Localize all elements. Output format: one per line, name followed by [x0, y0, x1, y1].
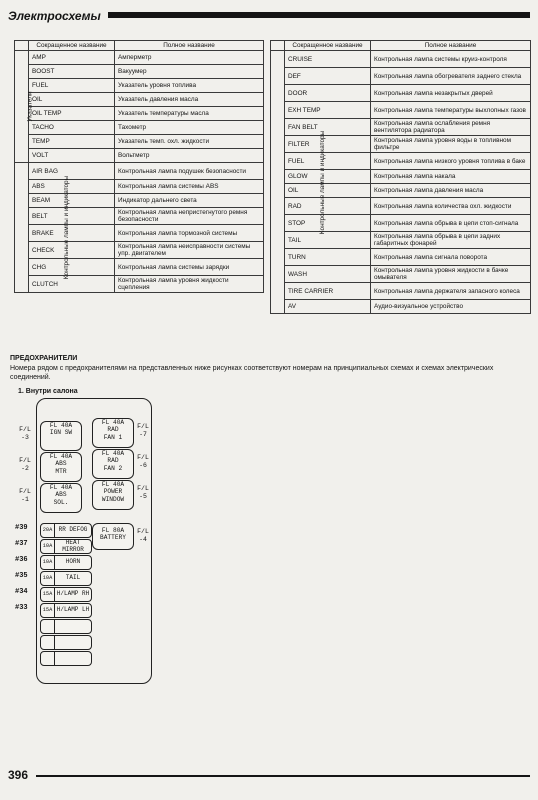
fuse-label	[55, 620, 91, 633]
small-fuse	[40, 587, 92, 602]
fuse-text: FL 80A	[101, 527, 125, 534]
left-col-abbr-header: Сокращенное название	[29, 41, 115, 51]
table-row	[15, 107, 264, 121]
full-name-cell: Контрольная лампа уровня жидкости сцепления	[115, 276, 264, 293]
table-row	[271, 102, 531, 119]
fuse-text: FL 40A	[101, 419, 125, 426]
fuse-label: HEAT MIRROR	[62, 539, 84, 553]
full-name-cell: Контрольная лампа ослабления ремня вентилятора радиатора	[371, 119, 531, 136]
full-name-cell: Контрольная лампа давления масла	[371, 184, 531, 198]
group-label: Указатели	[26, 91, 34, 122]
fuse-text: RAD	[107, 457, 119, 465]
abbr-cell: CRUISE	[285, 51, 371, 68]
table-row	[15, 276, 264, 293]
fuse-label	[55, 652, 91, 665]
fusible-link	[40, 483, 82, 513]
abbr-cell: ABS	[29, 180, 115, 194]
fl-text: F/L	[137, 423, 149, 430]
fuse-text: ABS	[55, 491, 67, 499]
fuse-number: #39	[15, 524, 28, 532]
fuse-text: FL 40A	[49, 484, 73, 491]
table-row	[271, 184, 531, 198]
fusible-link	[92, 418, 134, 448]
abbr-cell: TIRE CARRIER	[285, 283, 371, 300]
fuses-section-body: Номера рядом с предохранителями на представленных ниже рисунках соответствуют номерам на принципиальных схемах и схемах электрических соединений.	[10, 365, 494, 381]
small-fuse	[40, 539, 92, 554]
abbr-cell: EXH TEMP	[285, 102, 371, 119]
table-row	[15, 121, 264, 135]
right-table-corner	[271, 41, 285, 51]
right-col-full-header: Полное название	[371, 41, 531, 51]
fuse-number: #33	[15, 604, 28, 612]
fuse-text: FL 40A	[101, 450, 125, 457]
table-row	[15, 79, 264, 93]
abbr-cell: DEF	[285, 68, 371, 85]
abbr-cell: AMP	[29, 51, 115, 65]
abbr-cell: TEMP	[29, 135, 115, 149]
right-abbreviation-table	[270, 40, 531, 314]
fuse-amp: 10A	[41, 540, 55, 553]
fusible-link-label	[14, 426, 36, 442]
full-name-cell: Контрольная лампа неисправности системы упр. двигателем	[115, 242, 264, 259]
fuse-label: TAIL	[65, 574, 81, 582]
abbr-cell: CHECK	[29, 242, 115, 259]
fusible-link-label	[133, 485, 153, 501]
full-name-cell: Аудио-визуальное устройство	[371, 300, 531, 314]
fuse-text: IGN SW	[49, 429, 73, 437]
abbr-cell: FAN BELT	[285, 119, 371, 136]
fuse-label	[55, 636, 91, 649]
fuse-label: HORN	[65, 558, 81, 566]
table-row	[271, 249, 531, 266]
fuse-number: #37	[15, 540, 28, 548]
fuse-text: MTR	[55, 467, 67, 475]
table-row	[271, 153, 531, 170]
full-name-cell: Контрольная лампа низкого уровня топлива в баке	[371, 153, 531, 170]
left-table-corner	[15, 41, 29, 51]
full-name-cell: Указатель уровня топлива	[115, 79, 264, 93]
fusible-link	[92, 449, 134, 479]
fuse-text: FL 40A	[49, 453, 73, 460]
table-row	[271, 198, 531, 215]
small-fuse	[40, 651, 92, 666]
table-row	[271, 170, 531, 184]
fusible-link-label	[14, 457, 36, 473]
fuse-amp: 15A	[41, 588, 55, 601]
full-name-cell: Контрольная лампа держателя запасного колеса	[371, 283, 531, 300]
fusible-link-label	[133, 528, 153, 544]
fuse-text: FL 40A	[101, 481, 125, 488]
full-name-cell: Контрольная лампа уровня жидкости в бачке омывателя	[371, 266, 531, 283]
abbr-cell: AV	[285, 300, 371, 314]
fuse-number: #36	[15, 556, 28, 564]
full-name-cell: Контрольная лампа обогревателя заднего стекла	[371, 68, 531, 85]
fuse-label: H/LAMP RH	[56, 590, 90, 598]
table-row	[15, 259, 264, 276]
full-name-cell: Контрольная лампа системы зарядки	[115, 259, 264, 276]
left-table-body	[15, 51, 264, 293]
fl-number: -4	[139, 536, 147, 543]
fuse-amp: 15A	[41, 604, 55, 617]
abbr-cell: FUEL	[285, 153, 371, 170]
fl-number: -3	[21, 434, 29, 441]
table-row	[15, 194, 264, 208]
fusible-link	[40, 452, 82, 482]
table-row	[15, 51, 264, 65]
full-name-cell: Контрольная лампа сигнала поворота	[371, 249, 531, 266]
table-row	[15, 163, 264, 180]
table-row	[271, 136, 531, 153]
small-fuse	[40, 619, 92, 634]
right-col-abbr-header: Сокращенное название	[285, 41, 371, 51]
abbr-cell: WASH	[285, 266, 371, 283]
abbr-cell: VOLT	[29, 149, 115, 163]
fl-text: F/L	[19, 457, 31, 464]
table-row	[271, 215, 531, 232]
full-name-cell: Амперметр	[115, 51, 264, 65]
group-label: Контрольные лампы и индикаторы	[63, 175, 71, 280]
abbr-cell: BELT	[29, 208, 115, 225]
abbr-cell: TURN	[285, 249, 371, 266]
fl-number: -2	[21, 465, 29, 472]
fl-number: -6	[139, 462, 147, 469]
abbr-cell: OIL TEMP	[29, 107, 115, 121]
left-abbreviation-table	[14, 40, 264, 293]
table-row	[15, 149, 264, 163]
fl-number: -7	[139, 431, 147, 438]
fusible-link-label	[133, 423, 153, 439]
fuses-section-title: ПРЕДОХРАНИТЕЛИ	[10, 355, 78, 362]
full-name-cell: Тахометр	[115, 121, 264, 135]
full-name-cell: Указатель температуры масла	[115, 107, 264, 121]
full-name-cell: Указатель давления масла	[115, 93, 264, 107]
fuse-text: SOL.	[53, 498, 69, 506]
fuse-text: POWER	[103, 488, 123, 496]
small-fuse	[40, 555, 92, 570]
full-name-cell: Контрольная лампа системы ABS	[115, 180, 264, 194]
fuse-number: #35	[15, 572, 28, 580]
full-name-cell: Контрольная лампа тормозной системы	[115, 225, 264, 242]
abbr-cell: OIL	[29, 93, 115, 107]
full-name-cell: Контрольная лампа системы круиз-контроля	[371, 51, 531, 68]
table-row	[15, 242, 264, 259]
table-row	[15, 225, 264, 242]
abbr-cell: GLOW	[285, 170, 371, 184]
full-name-cell: Контрольная лампа количества охл. жидкости	[371, 198, 531, 215]
fusible-link-label	[133, 454, 153, 470]
table-row	[15, 135, 264, 149]
fuse-text: WINDOW	[101, 495, 125, 503]
full-name-cell: Контрольная лампа температуры выхлопных газов	[371, 102, 531, 119]
fuse-text: FAN 2	[103, 464, 123, 472]
fl-number: -5	[139, 493, 147, 500]
fuse-amp	[41, 652, 55, 665]
abbr-cell: AIR BAG	[29, 163, 115, 180]
group-label-cell	[15, 51, 34, 163]
table-row	[15, 180, 264, 194]
full-name-cell: Контрольная лампа непристегнутого ремня безопасности	[115, 208, 264, 225]
small-fuse	[40, 523, 92, 538]
fuse-text: ABS	[55, 460, 67, 468]
table-row	[271, 51, 531, 68]
table-row	[271, 119, 531, 136]
full-name-cell: Вольтметр	[115, 149, 264, 163]
full-name-cell: Контрольная лампа накала	[371, 170, 531, 184]
fuse-amp: 10A	[41, 556, 55, 569]
interior-subtitle: 1. Внутри салона	[18, 388, 78, 395]
abbr-cell: BOOST	[29, 65, 115, 79]
footer-rule	[36, 775, 530, 777]
abbr-cell: OIL	[285, 184, 371, 198]
fuse-text: BATTERY	[100, 534, 126, 542]
abbr-cell: TAIL	[285, 232, 371, 249]
fuse-amp: 20A	[41, 524, 55, 537]
fuse-amp	[41, 620, 55, 633]
abbr-cell: FUEL	[29, 79, 115, 93]
table-row	[15, 65, 264, 79]
fusible-link	[92, 480, 134, 510]
table-row	[271, 232, 531, 249]
page-header	[8, 8, 530, 24]
abbr-cell: BRAKE	[29, 225, 115, 242]
left-col-full-header: Полное название	[115, 41, 264, 51]
full-name-cell: Контрольная лампа уровня воды в топливном фильтре	[371, 136, 531, 153]
full-name-cell: Контрольная лампа подушек безопасности	[115, 163, 264, 180]
fl-text: F/L	[137, 528, 149, 535]
header-title: Электросхемы	[8, 9, 101, 23]
full-name-cell: Вакуумер	[115, 65, 264, 79]
fuse-text: FL 40A	[49, 422, 73, 429]
abbr-cell: TACHO	[29, 121, 115, 135]
fl-text: F/L	[19, 488, 31, 495]
table-row	[271, 68, 531, 85]
fuse-label: H/LAMP LH	[56, 606, 90, 614]
fl-text: F/L	[137, 485, 149, 492]
small-fuse	[40, 635, 92, 650]
fuse-label: RR DEFOG	[58, 526, 88, 534]
header-rule	[108, 12, 530, 18]
full-name-cell: Контрольная лампа обрыва в цепи стоп-сигнала	[371, 215, 531, 232]
abbr-cell: RAD	[285, 198, 371, 215]
table-row	[271, 283, 531, 300]
fuse-number: #34	[15, 588, 28, 596]
table-row	[15, 93, 264, 107]
fusible-link	[92, 523, 134, 550]
right-table-body	[271, 51, 531, 314]
fusible-link	[40, 421, 82, 451]
fl-number: -1	[21, 496, 29, 503]
full-name-cell: Контрольная лампа обрыва в цепи задних габаритных фонарей	[371, 232, 531, 249]
abbr-cell: CHG	[29, 259, 115, 276]
table-row	[15, 208, 264, 225]
table-row	[271, 85, 531, 102]
fuse-text: FAN 1	[103, 433, 123, 441]
fuse-amp: 10A	[41, 572, 55, 585]
abbr-cell: CLUTCH	[29, 276, 115, 293]
fl-text: F/L	[137, 454, 149, 461]
table-row	[271, 266, 531, 283]
abbr-cell: BEAM	[29, 194, 115, 208]
full-name-cell: Указатель темп. охл. жидкости	[115, 135, 264, 149]
fuse-amp	[41, 636, 55, 649]
fusible-link-label	[14, 488, 36, 504]
abbr-cell: FILTER	[285, 136, 371, 153]
table-row	[271, 300, 531, 314]
small-fuse	[40, 603, 92, 618]
page-number: 396	[8, 768, 29, 782]
full-name-cell: Контрольная лампа незакрытых дверей	[371, 85, 531, 102]
fuse-text: RAD	[107, 426, 119, 434]
abbr-cell: STOP	[285, 215, 371, 232]
group-label: Контрольные лампы и индикаторы	[319, 130, 327, 234]
full-name-cell: Индикатор дальнего света	[115, 194, 264, 208]
fl-text: F/L	[19, 426, 31, 433]
abbr-cell: DOOR	[285, 85, 371, 102]
small-fuse	[40, 571, 92, 586]
